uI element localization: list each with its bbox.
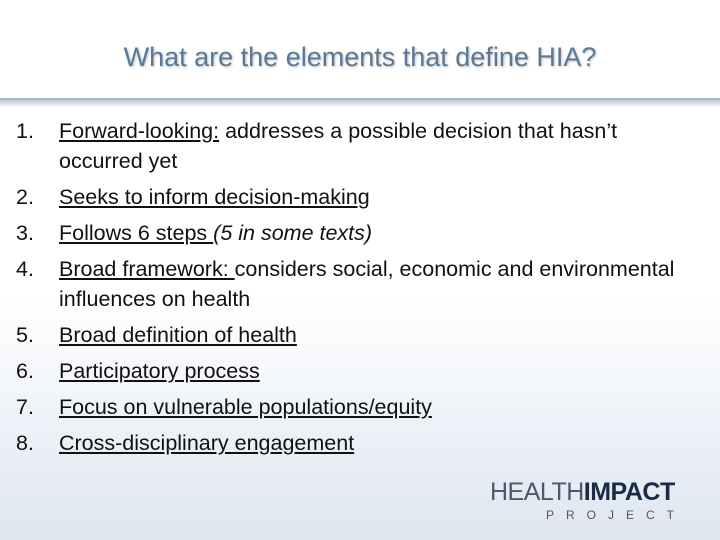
list-item bbox=[16, 182, 706, 212]
item-text bbox=[59, 392, 706, 422]
item-number: 5. bbox=[16, 323, 34, 347]
elements-list bbox=[16, 116, 706, 464]
logo-wordmark bbox=[490, 478, 686, 506]
list-item bbox=[16, 392, 706, 422]
item-text bbox=[59, 428, 706, 458]
list-item bbox=[16, 218, 706, 248]
logo-impact-text: IMPACT bbox=[583, 478, 675, 506]
item-number: 7. bbox=[16, 395, 34, 419]
item-text bbox=[59, 218, 706, 248]
item-number: 1. bbox=[16, 119, 34, 143]
item-underlined-text: Cross-disciplinary engagement bbox=[59, 431, 355, 455]
item-number: 2. bbox=[16, 185, 34, 209]
health-impact-project-logo bbox=[490, 478, 686, 522]
item-number: 6. bbox=[16, 359, 34, 383]
item-number: 8. bbox=[16, 431, 34, 455]
list-item bbox=[16, 428, 706, 458]
item-underlined-text: Participatory process bbox=[59, 359, 260, 383]
item-text bbox=[59, 116, 706, 176]
item-text bbox=[59, 356, 706, 386]
item-plain-text: addresses a possible decision that hasn’t occurred yet bbox=[59, 119, 618, 173]
item-underlined-text: Follows 6 steps bbox=[59, 221, 214, 245]
item-italic-text: (5 in some texts) bbox=[213, 221, 373, 245]
logo-project-text: PROJECT bbox=[545, 508, 686, 522]
title-divider bbox=[0, 98, 720, 106]
item-text bbox=[59, 320, 706, 350]
item-underlined-text: Broad framework: bbox=[59, 257, 235, 281]
list-item bbox=[16, 320, 706, 350]
item-text bbox=[59, 182, 706, 212]
logo-health-text: HEALTH bbox=[490, 478, 584, 506]
item-underlined-text: Forward-looking: bbox=[59, 119, 220, 143]
item-underlined-text: Focus on vulnerable populations/equity bbox=[59, 395, 432, 419]
list-item bbox=[16, 254, 706, 314]
item-number: 4. bbox=[16, 257, 34, 281]
item-text bbox=[59, 254, 706, 314]
item-plain-text: considers social, economic and environmental influences on health bbox=[59, 257, 675, 311]
list-item bbox=[16, 116, 706, 176]
item-underlined-text: Broad definition of health bbox=[59, 323, 297, 347]
list-item bbox=[16, 356, 706, 386]
slide-title: What are the elements that define HIA? bbox=[123, 42, 597, 72]
item-number: 3. bbox=[16, 221, 34, 245]
item-underlined-text: Seeks to inform decision-making bbox=[59, 185, 370, 209]
